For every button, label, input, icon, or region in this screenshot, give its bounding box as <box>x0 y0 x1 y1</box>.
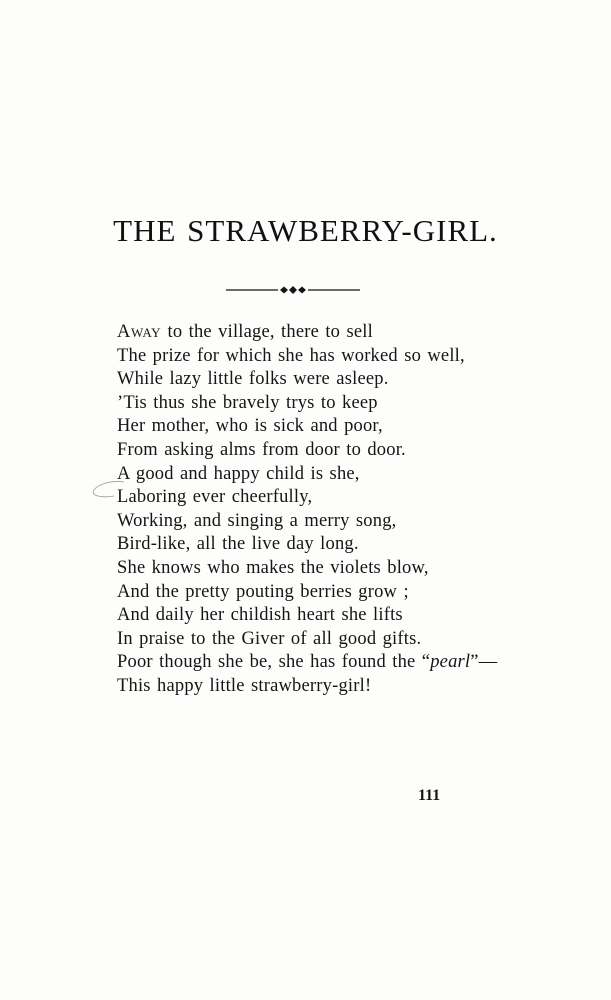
quote-open: “ <box>421 652 431 673</box>
poem-line: Laboring ever cheerfully, <box>117 487 313 508</box>
first-word: Away <box>117 322 162 342</box>
poem-line: Working, and singing a merry song, <box>117 510 397 531</box>
page-number: 111 <box>418 787 441 804</box>
quote-close: ”— <box>470 652 498 673</box>
poem-line-1 <box>117 321 587 345</box>
poem-line: From asking alms from door to door. <box>117 439 406 460</box>
poem-line: While lazy little folks were asleep. <box>117 369 389 390</box>
poem-line: And the pretty pouting berries grow ; <box>117 581 409 602</box>
poem-line: She knows who makes the violets blow, <box>117 557 429 578</box>
poem-line: Her mother, who is sick and poor, <box>117 416 383 437</box>
poem-body <box>117 321 587 699</box>
poem-line: The prize for which she has worked so well, <box>117 345 465 366</box>
poem-line: And daily her childish heart she lifts <box>117 605 403 626</box>
poem-line-17: This happy little strawberry-girl! <box>117 675 372 696</box>
ornament-divider <box>226 283 360 297</box>
poem-line: A good and happy child is she, <box>117 463 360 484</box>
line-1-rest: to the village, there to sell <box>161 322 373 342</box>
poem-line: ’Tis thus she bravely trys to keep <box>117 392 378 413</box>
line-16-prefix: Poor though she be, she has found the <box>117 652 422 673</box>
poem-line: In praise to the Giver of all good gifts. <box>117 628 422 649</box>
pearl-word: pearl <box>430 652 471 673</box>
poem-line: Bird-like, all the live day long. <box>117 534 359 555</box>
poem-line-16 <box>117 651 587 675</box>
poem-title: THE STRAWBERRY-GIRL. <box>113 213 498 248</box>
